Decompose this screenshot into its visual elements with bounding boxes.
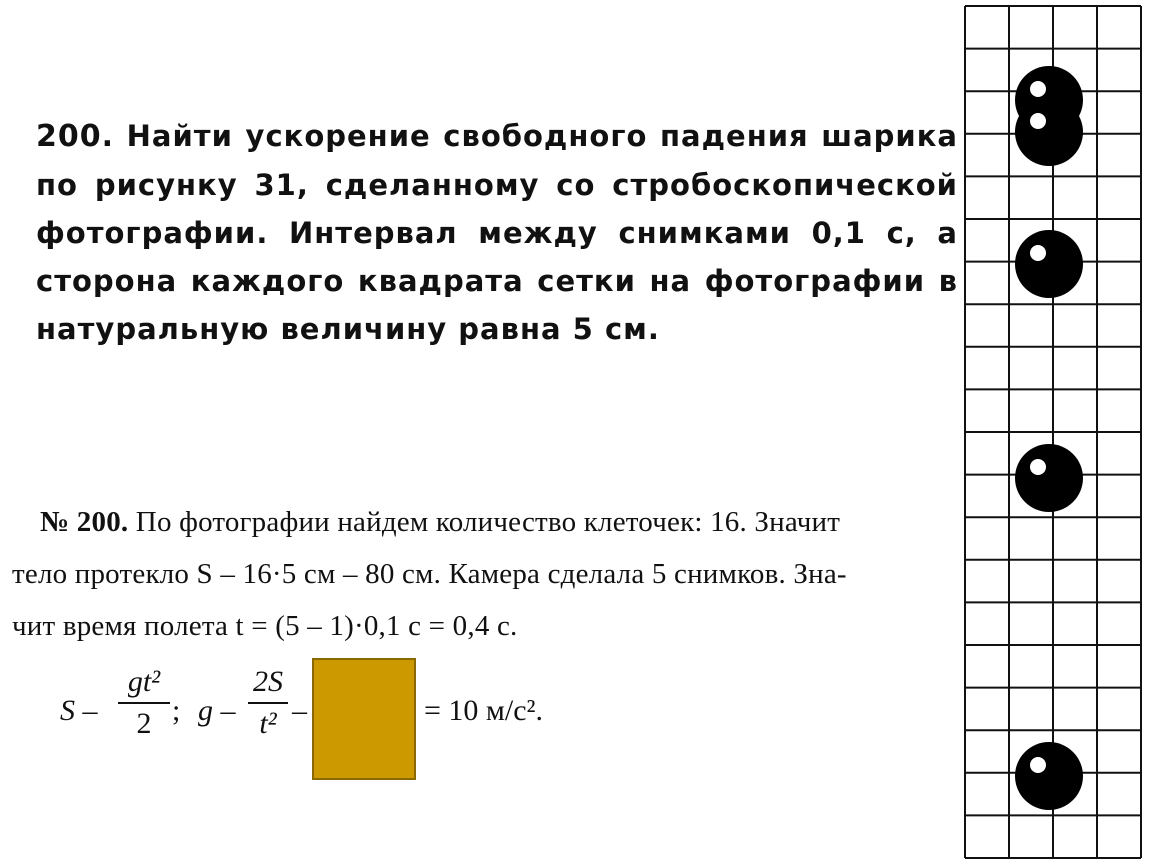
fraction-2-numerator: 2S <box>253 665 283 698</box>
fraction-2-denominator: t² <box>259 707 277 740</box>
solution-text <box>12 496 960 652</box>
ball-highlight-4 <box>1030 459 1046 475</box>
problem-text <box>36 112 958 353</box>
ball-highlight-3 <box>1030 245 1046 261</box>
formula-fraction-2 <box>248 664 288 742</box>
solution-line-3: чит время полета t = (5 – 1)·0,1 с = 0,4 с. <box>12 610 518 642</box>
ball-highlight-2 <box>1030 113 1046 129</box>
fraction-1-numerator: gt² <box>127 665 161 698</box>
formula-g-left: g – <box>198 694 236 727</box>
problem-number: 200. <box>36 119 115 154</box>
formula-s-left: S – <box>60 694 98 727</box>
formula-dash: – <box>292 694 307 727</box>
fraction-1-denominator: 2 <box>136 707 152 740</box>
solution-number: № 200. <box>40 506 129 538</box>
formula-result: = 10 м/с². <box>424 694 544 727</box>
fraction-1-bar <box>118 702 170 704</box>
ball-3 <box>1015 230 1083 298</box>
solution-line-1-text: По фотографии найдем количество клеточек: 16. Значит <box>135 506 841 538</box>
ball-highlight-5 <box>1030 757 1046 773</box>
ball-highlight-1 <box>1030 81 1046 97</box>
solution-line-1 <box>12 496 960 548</box>
formula-fraction-1 <box>118 664 170 742</box>
fraction-2-bar <box>248 702 288 704</box>
solution-line-2: тело протекло S – 16·5 см – 80 см. Камера сделала 5 снимков. Зна- <box>12 558 847 590</box>
formula <box>60 656 620 780</box>
ball-4 <box>1015 444 1083 512</box>
strobe-grid-figure <box>963 4 1143 860</box>
formula-separator: ; <box>172 694 181 727</box>
highlight-box <box>312 658 416 780</box>
balls <box>1015 66 1083 810</box>
ball-5 <box>1015 742 1083 810</box>
ball-2 <box>1015 98 1083 166</box>
problem-body: Найти ускорение свободного падения шарика по рисунку 31, сделанному со стробоскопической фотографии. Интервал между снимками 0,1 с, а сторона каждого квадрата сетки на фотографии в натуральную величину равна 5 см. <box>36 119 958 346</box>
